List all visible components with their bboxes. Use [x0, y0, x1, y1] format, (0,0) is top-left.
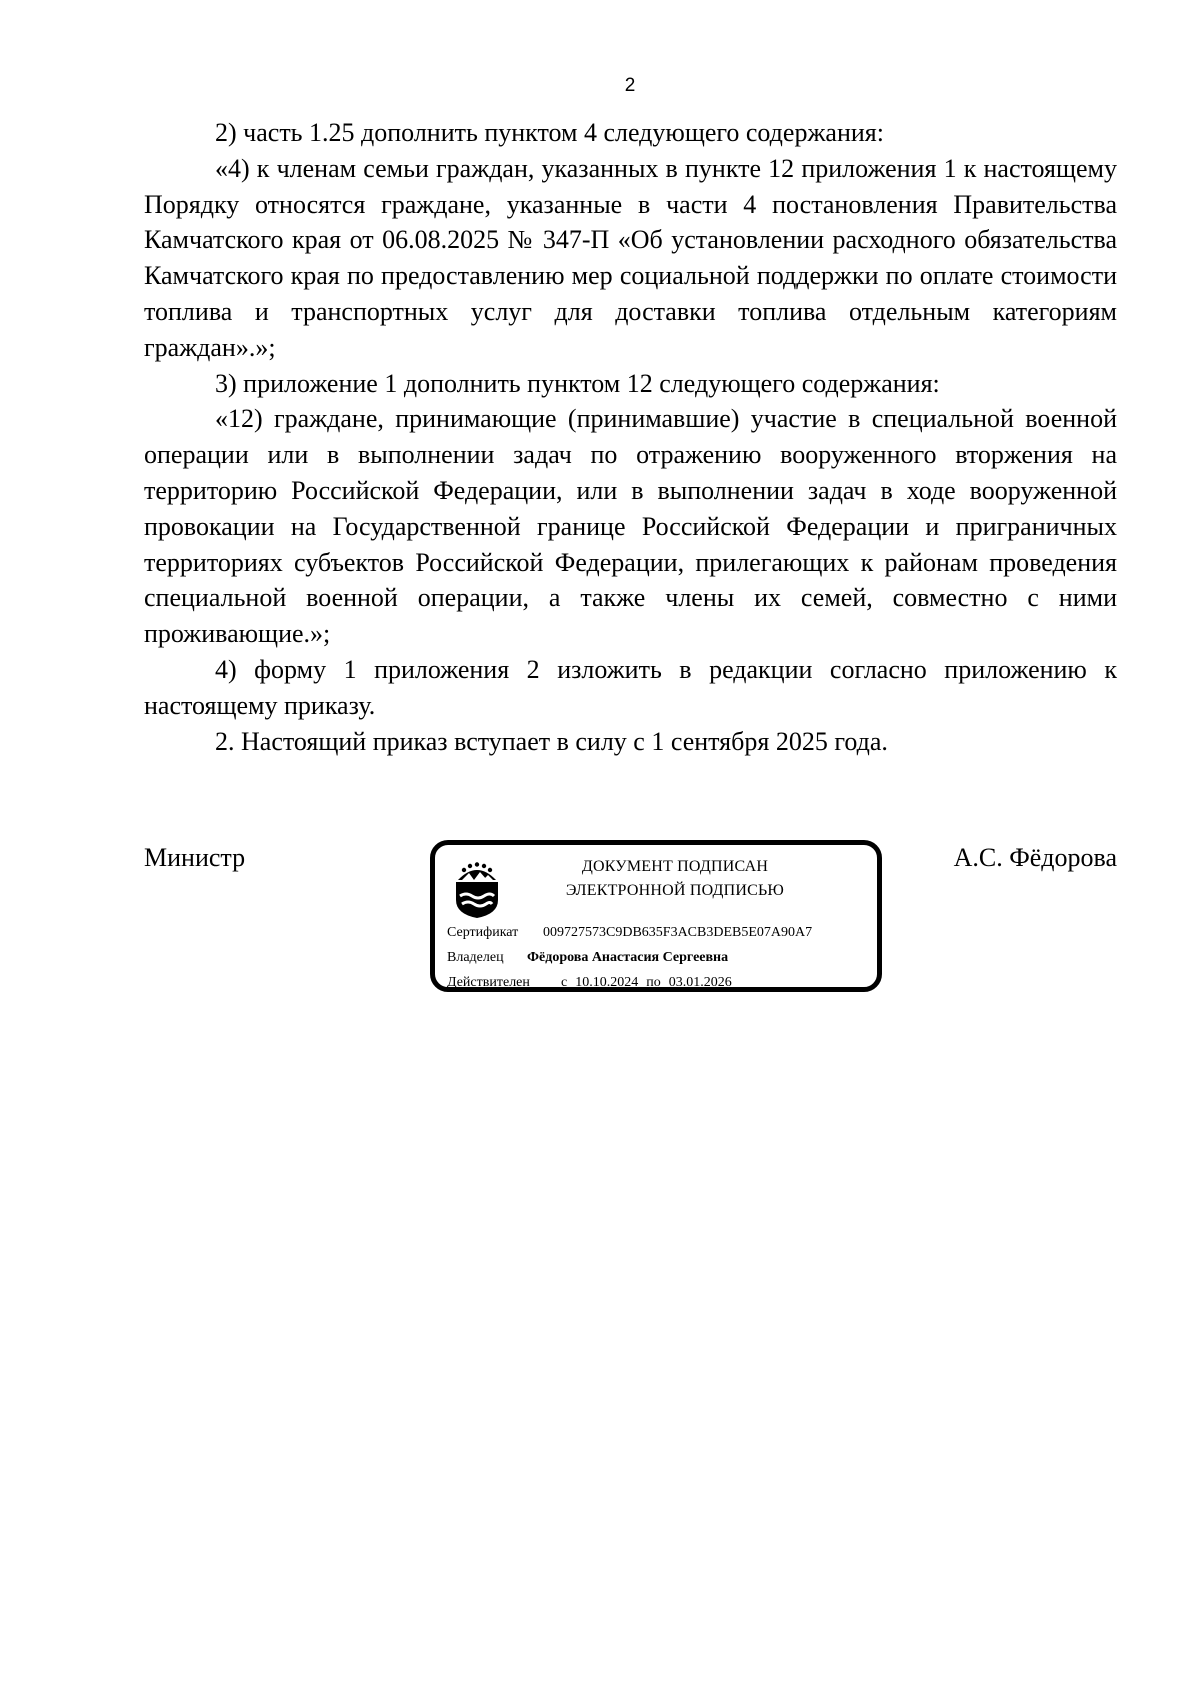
owner-label: Владелец — [447, 950, 504, 965]
kamchatka-coat-of-arms-icon — [450, 858, 504, 920]
electronic-signature-stamp — [430, 840, 882, 992]
valid-from-date: 10.10.2024 — [575, 975, 639, 990]
document-body — [144, 115, 1117, 759]
stamp-validity-row — [447, 974, 740, 992]
paragraph-point-12-text: «12) граждане, принимающие (принимавшие) участие в специальной военной операции или в выполнении задач по отражению вооруженного вторжения на территорию Российской Федерации, или в выполнении задач в ходе вооруженной провокации на Государственной границе Российской Федерации и приграничных территориях субъектов Российской Федерации, прилегающих к районам проведения специальной военной операции, а также члены их семей, совместно с ними проживающие.»; — [144, 404, 1117, 649]
paragraph-point-4-text: «4) к членам семьи граждан, указанных в пункте 12 приложения 1 к настоящему Порядку относятся граждане, указанные в части 4 постановления Правительства Камчатского края от 06.08.2025 № 347-П «Об установлении расходного обязательства Камчатского края по предоставлению мер социальной поддержки по оплате стоимости топлива и транспортных услуг для доставки топлива отдельным категориям граждан».»; — [144, 153, 1117, 362]
stamp-title-line-1: ДОКУМЕНТ ПОДПИСАН — [581, 858, 769, 875]
certificate-value: 009727573C9DB635F3ACB3DEB5E07A90A7 — [543, 925, 813, 940]
paragraph-form-1: 4) форму 1 приложения 2 изложить в редакции согласно приложению к настоящему приказу. — [144, 654, 1117, 720]
page-number: 2 — [624, 75, 636, 96]
valid-to-prefix: по — [646, 975, 661, 990]
paragraph-part-1-25: 2) часть 1.25 дополнить пунктом 4 следующего содержания: — [215, 118, 884, 147]
signer-position: Министр — [144, 843, 246, 872]
signer-name: А.С. Фёдорова — [953, 843, 1117, 872]
certificate-label: Сертификат — [447, 925, 519, 940]
valid-to-date: 03.01.2026 — [668, 975, 732, 990]
signature-block — [144, 840, 1117, 1010]
owner-value: Фёдорова Анастасия Сергеевна — [527, 950, 729, 965]
valid-label: Действителен — [447, 975, 530, 990]
valid-from-prefix: с — [561, 975, 568, 990]
stamp-title — [535, 855, 815, 903]
stamp-owner-row — [447, 949, 728, 967]
paragraph-effective-date: 2. Настоящий приказ вступает в силу с 1 сентября 2025 года. — [215, 726, 888, 756]
paragraph-appendix-1: 3) приложение 1 дополнить пунктом 12 следующего содержания: — [215, 368, 940, 398]
stamp-title-line-2: ЭЛЕКТРОННОЙ ПОДПИСЬЮ — [565, 882, 785, 899]
stamp-certificate-row — [447, 924, 812, 942]
